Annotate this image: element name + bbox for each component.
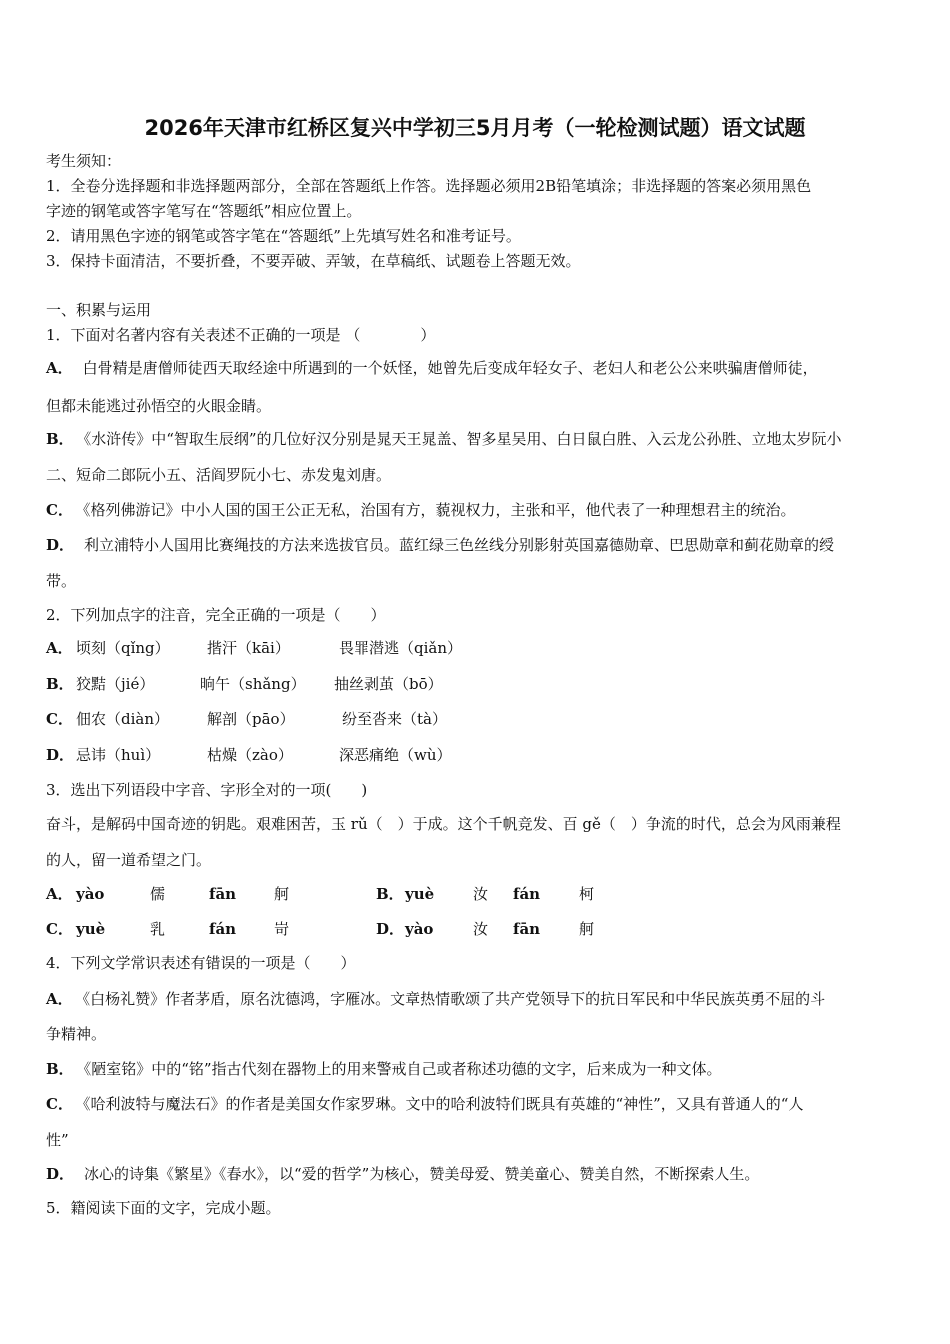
q3-cell: 汝 bbox=[473, 885, 489, 903]
option-label: A． bbox=[46, 359, 73, 377]
option-text: 《白杨礼赞》作者茅盾，原名沈德鸿，字雁冰。文章热情歌颂了共产党领导下的抗日军民和中华民族英勇不屈的斗 bbox=[82, 990, 826, 1008]
option-label: C． bbox=[46, 501, 73, 519]
section-heading: 一、积累与运用 bbox=[46, 301, 152, 319]
q2-word: 佃农（diàn） bbox=[76, 710, 170, 728]
q3-cell: 柯 bbox=[579, 885, 595, 903]
option-label: C． bbox=[46, 1095, 73, 1113]
q1-option-d bbox=[46, 535, 834, 555]
q2-word: 抽丝剥茧（bō） bbox=[334, 675, 443, 693]
q1-option-b bbox=[46, 429, 842, 449]
q3-cell: 乳 bbox=[150, 920, 166, 938]
q3-cell: yuè bbox=[76, 920, 106, 938]
notice-line: 字迹的钢笔或答字笔写在“答题纸”相应位置上。 bbox=[46, 202, 362, 220]
notice-line: 3．保持卡面清洁，不要折叠，不要弄破、弄皱，在草稿纸、试题卷上答题无效。 bbox=[46, 252, 581, 270]
option-text: 冰心的诗集《繁星》《春水》，以“爱的哲学”为核心，赞美母爱、赞美童心、赞美自然，不断探索人生。 bbox=[84, 1165, 760, 1183]
option-label: B． bbox=[46, 430, 74, 448]
q1-option-a bbox=[46, 358, 818, 378]
q3-cell: 舸 bbox=[274, 885, 290, 903]
notice-heading: 考生须知： bbox=[46, 152, 122, 170]
q2-word: 深恶痛绝（wù） bbox=[339, 746, 452, 764]
option-label: D． bbox=[46, 536, 75, 554]
option-text: 白骨精是唐僧师徒西天取经途中所遇到的一个妖怪，她曾先后变成年轻女子、老妇人和老公公来哄骗唐僧师徒， bbox=[82, 359, 818, 377]
option-label: B． bbox=[46, 1060, 74, 1078]
q2-word: 揩汗（kāi） bbox=[207, 639, 290, 657]
q2-word: 晌午（shǎng） bbox=[200, 675, 306, 693]
q4-option-d bbox=[46, 1164, 759, 1184]
q2-word: 畏罪潜逃（qiǎn） bbox=[339, 639, 463, 657]
q3-cell: fán bbox=[513, 885, 541, 903]
page-title: 2026年天津市红桥区复兴中学初三5月月考（一轮检测试题）语文试题 bbox=[144, 116, 806, 140]
notice-line: 1．全卷分选择题和非选择题两部分，全部在答题纸上作答。选择题必须用2B铅笔填涂；非选择题的答案必须用黑色 bbox=[46, 177, 812, 195]
q2-option-label: B． bbox=[46, 675, 74, 693]
notice-line: 2．请用黑色字迹的钢笔或答字笔在“答题纸”上先填写姓名和准考证号。 bbox=[46, 227, 521, 245]
q4-option-b bbox=[46, 1059, 722, 1079]
q2-word: 狡黠（jié） bbox=[76, 675, 155, 693]
option-text: 利立浦特小人国用比赛绳技的方法来选拔官员。蓝红绿三色丝线分别影射英国嘉德勋章、巴思勋章和蓟花勋章的绶 bbox=[84, 536, 835, 554]
q3-option-label: D． bbox=[376, 920, 405, 938]
q4-option-c-cont: 性” bbox=[46, 1131, 69, 1149]
question-4-stem: 4．下列文学常识表述有错误的一项是（ ） bbox=[46, 954, 356, 972]
option-text: 《哈利波特与魔法石》的作者是美国女作家罗琳。文中的哈利波特们既具有英雄的“神性”，又具有普通人的“人 bbox=[82, 1095, 804, 1113]
q3-option-label: B． bbox=[376, 885, 404, 903]
q2-word: 解剖（pāo） bbox=[207, 710, 295, 728]
q3-cell: yào bbox=[405, 920, 434, 938]
q1-option-b-cont: 二、短命二郎阮小五、活阎罗阮小七、赤发鬼刘唐。 bbox=[46, 466, 392, 484]
question-5-stem: 5．籍阅读下面的文字，完成小题。 bbox=[46, 1199, 281, 1217]
q2-option-label: A． bbox=[46, 639, 73, 657]
q1-option-d-cont: 带。 bbox=[46, 572, 77, 590]
q2-word: 纷至沓来（tà） bbox=[342, 710, 447, 728]
q3-cell: 汝 bbox=[473, 920, 489, 938]
q2-word: 忌讳（huì） bbox=[76, 746, 161, 764]
option-text: 《水浒传》中“智取生辰纲”的几位好汉分别是晁天王晁盖、智多星吴用、白日鼠白胜、入云龙公孙胜、立地太岁阮小 bbox=[83, 430, 842, 448]
q1-option-c bbox=[46, 500, 795, 520]
q3-cell: 岢 bbox=[274, 920, 290, 938]
q3-cell: fān bbox=[209, 885, 237, 903]
q3-option-label: C． bbox=[46, 920, 73, 938]
option-label: D． bbox=[46, 1165, 75, 1183]
q4-option-a bbox=[46, 989, 825, 1009]
q4-option-a-cont: 争精神。 bbox=[46, 1025, 107, 1043]
question-3-stem: 3．选出下列语段中字音、字形全对的一项( ) bbox=[46, 781, 368, 799]
question-1-stem: 1．下面对名著内容有关表述不正确的一项是 （ ） bbox=[46, 326, 436, 344]
q2-word: 枯燥（zào） bbox=[207, 746, 293, 764]
q4-option-c bbox=[46, 1094, 803, 1114]
option-text: 《格列佛游记》中小人国的国王公正无私，治国有方，藐视权力，主张和平，他代表了一种理想君主的统治。 bbox=[82, 501, 796, 519]
q3-passage: 奋斗，是解码中国奇迹的钥匙。艰难困苦，玉 rǔ（ ）于成。这个千帆竞发、百 gě（ ）争流的时代，总会为风雨兼程 bbox=[46, 815, 841, 833]
question-2-stem: 2．下列加点字的注音，完全正确的一项是（ ） bbox=[46, 606, 386, 624]
q2-word: 顷刻（qǐng） bbox=[76, 639, 170, 657]
q2-option-label: D． bbox=[46, 746, 75, 764]
q3-passage-cont: 的人，留一道希望之门。 bbox=[46, 851, 212, 869]
q3-cell: yào bbox=[76, 885, 105, 903]
q3-cell: fān bbox=[513, 920, 541, 938]
q3-cell: 儒 bbox=[150, 885, 166, 903]
q3-option-label: A． bbox=[46, 885, 73, 903]
option-text: 《陋室铭》中的“铭”指古代刻在器物上的用来警戒自己或者称述功德的文字，后来成为一种文体。 bbox=[83, 1060, 722, 1078]
q3-cell: fán bbox=[209, 920, 237, 938]
q1-option-a-cont: 但都未能逃过孙悟空的火眼金睛。 bbox=[46, 397, 272, 415]
q2-option-label: C． bbox=[46, 710, 73, 728]
q3-cell: yuè bbox=[405, 885, 435, 903]
option-label: A． bbox=[46, 990, 73, 1008]
q3-cell: 舸 bbox=[579, 920, 595, 938]
